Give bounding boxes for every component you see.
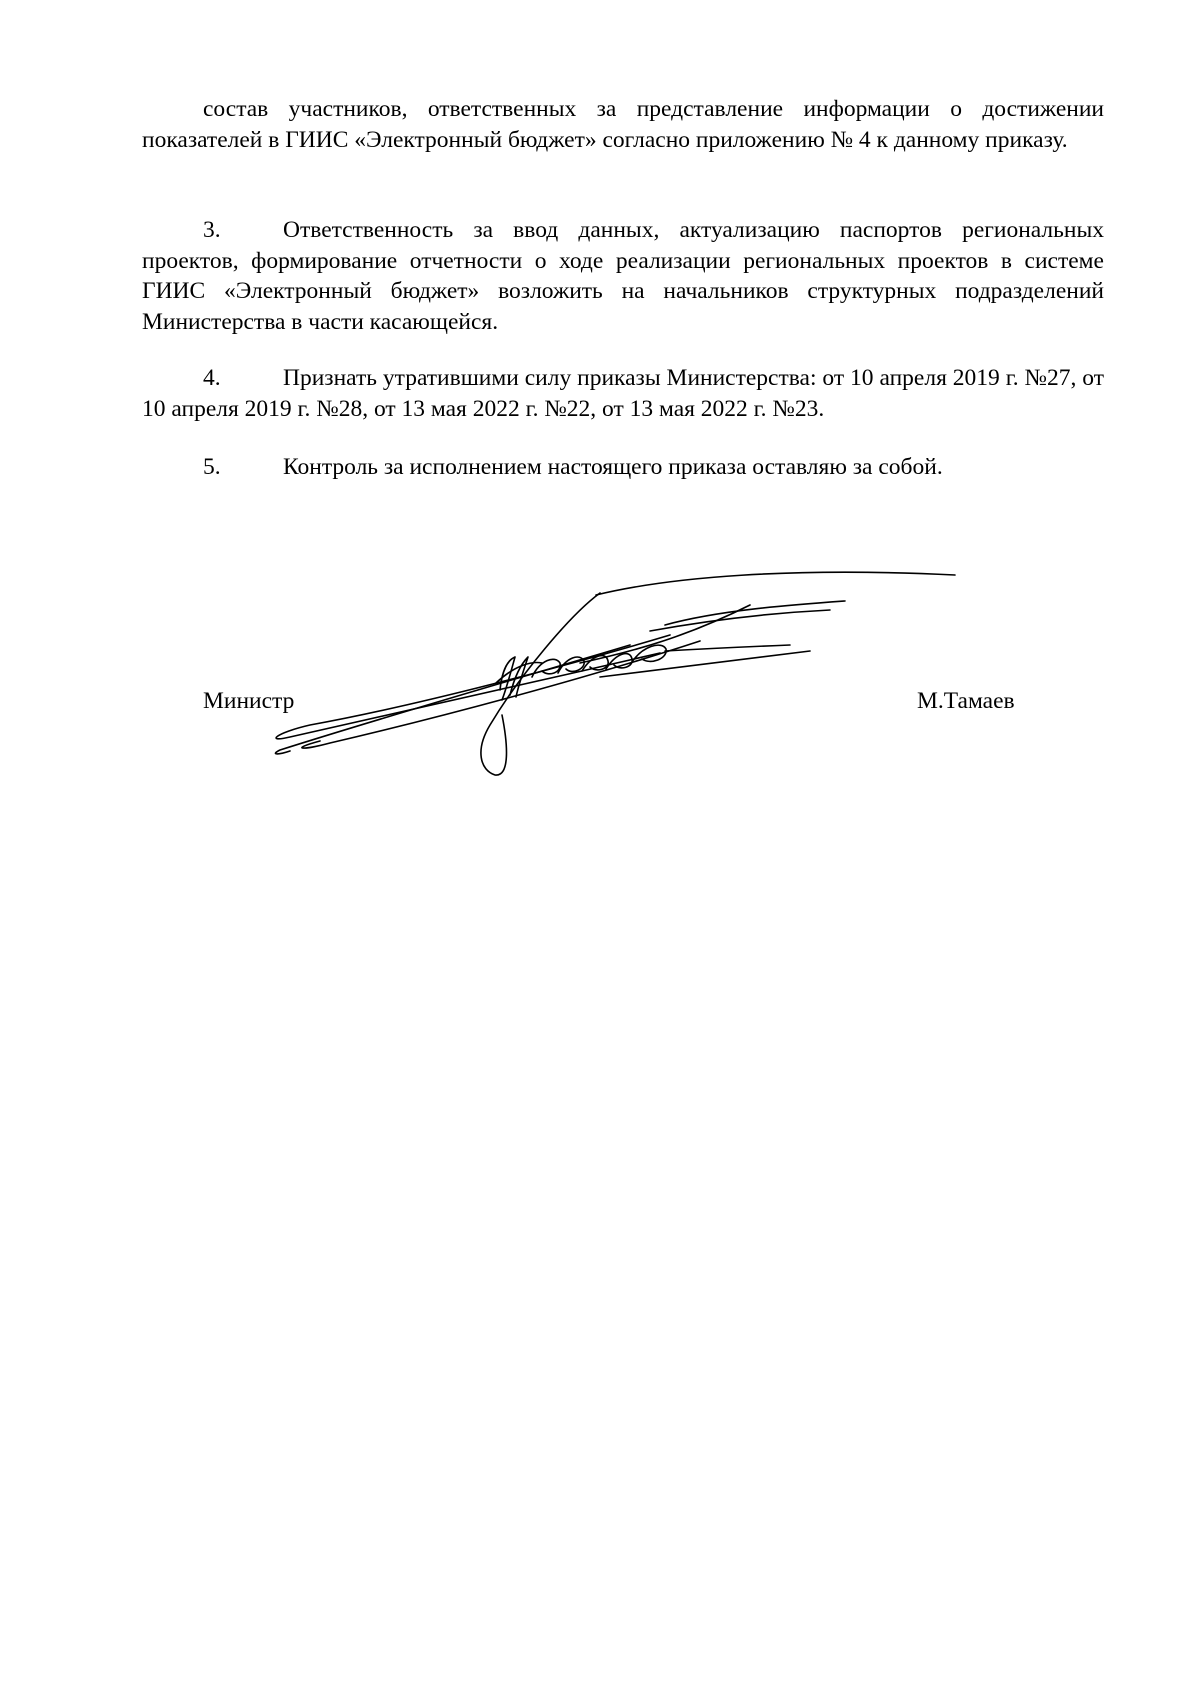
numbered-item-3 xyxy=(142,215,1104,337)
paragraph-continuation: состав участников, ответственных за представление информации о достижении показателей в ГИИС «Электронный бюджет» согласно приложению № 4 к данному приказу. xyxy=(142,96,1104,153)
item-number: 4. xyxy=(203,365,221,391)
numbered-item-5 xyxy=(142,452,1104,483)
handwritten-signature xyxy=(270,565,970,815)
signatory-name: М.Тамаев xyxy=(917,688,1015,714)
item-text: Признать утратившими силу приказы Министерства: от 10 апреля 2019 г. №27, от 10 апреля 2019 г. №28, от 13 мая 2022 г. №22, от 13 мая 2022 г. №23. xyxy=(142,365,1104,422)
item-text: Контроль за исполнением настоящего приказа оставляю за собой. xyxy=(283,454,943,480)
item-text: Ответственность за ввод данных, актуализацию паспортов региональных проектов, формирование отчетности о ходе реализации региональных проектов в системе ГИИС «Электронный бюджет» возложить на начальников структурных подразделений Министерства в части касающейся. xyxy=(142,217,1104,335)
item-number: 5. xyxy=(203,454,221,480)
numbered-item-4 xyxy=(142,363,1104,424)
item-number: 3. xyxy=(203,217,221,243)
signatory-role: Министр xyxy=(203,688,295,714)
